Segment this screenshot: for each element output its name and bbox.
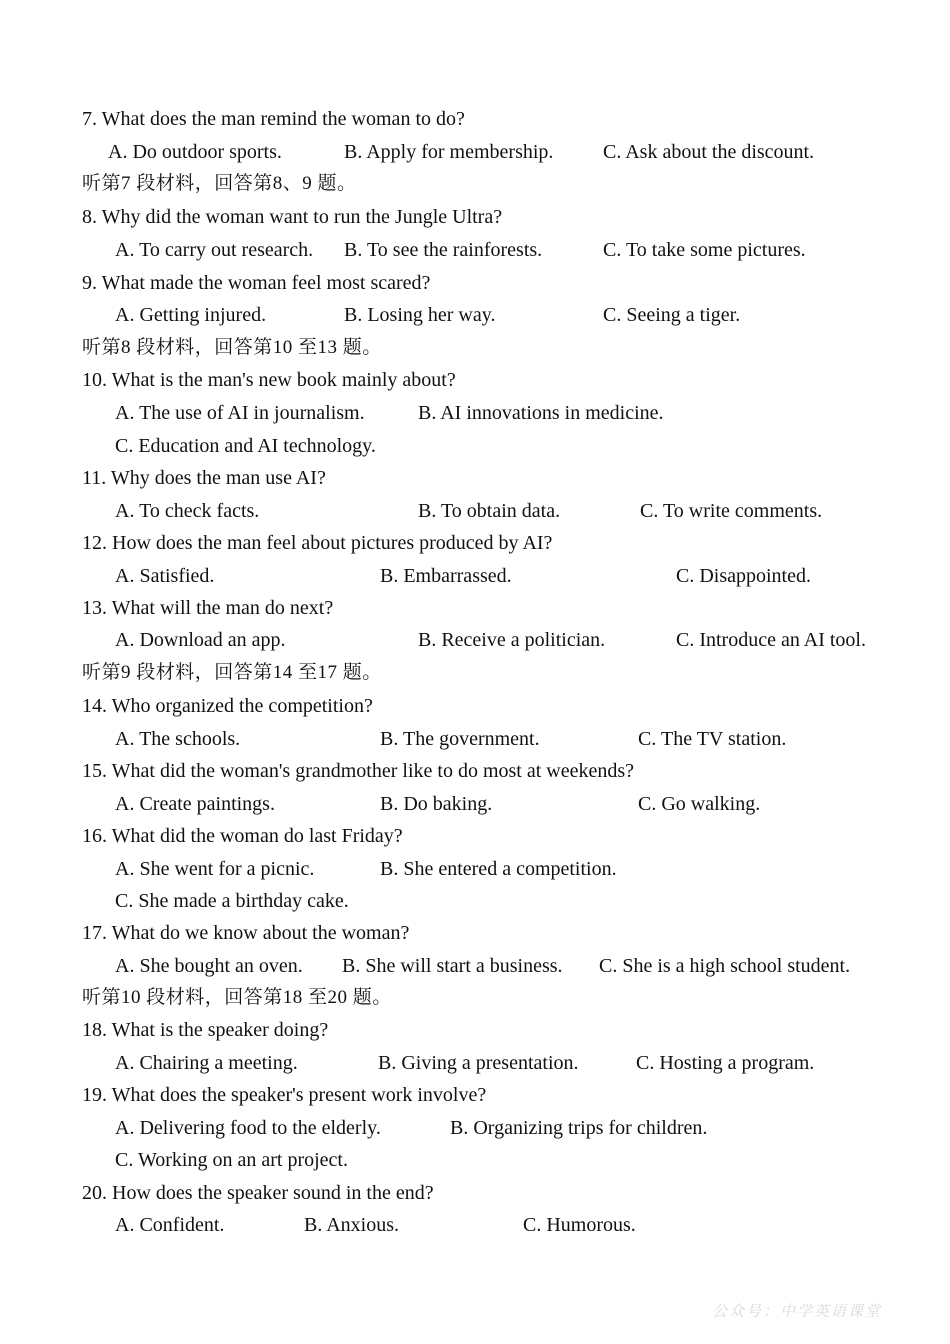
answer-option: B. She will start a business.: [342, 955, 563, 977]
answer-option: C. Education and AI technology.: [115, 435, 376, 457]
answer-option: A. She went for a picnic.: [115, 858, 315, 880]
answer-option: C. To take some pictures.: [603, 239, 806, 261]
answer-option: B. Receive a politician.: [418, 629, 606, 651]
answer-option: A. Confident.: [115, 1214, 225, 1236]
answer-option: B. The government.: [380, 728, 540, 750]
question-stem: 15. What did the woman's grandmother like to do most at weekends?: [82, 760, 635, 782]
question-stem: 10. What is the man's new book mainly about?: [82, 369, 456, 391]
section-instruction: 听第9 段材料，回答第14 至17 题。: [82, 662, 382, 683]
answer-option: B. Embarrassed.: [380, 565, 512, 587]
answer-option: A. Do outdoor sports.: [108, 141, 282, 163]
question-stem: 14. Who organized the competition?: [82, 695, 373, 717]
answer-option: A. Chairing a meeting.: [115, 1052, 298, 1074]
section-instruction: 听第8 段材料，回答第10 至13 题。: [82, 337, 382, 358]
question-stem: 16. What did the woman do last Friday?: [82, 825, 403, 847]
answer-option: A. Satisfied.: [115, 565, 215, 587]
answer-option: A. Getting injured.: [115, 304, 267, 326]
question-stem: 13. What will the man do next?: [82, 597, 334, 619]
answer-option: A. Delivering food to the elderly.: [115, 1117, 381, 1139]
answer-option: B. To see the rainforests.: [344, 239, 543, 261]
answer-option: C. Ask about the discount.: [603, 141, 815, 163]
answer-option: C. Humorous.: [523, 1214, 636, 1236]
answer-option: C. Hosting a program.: [636, 1052, 815, 1074]
answer-option: C. To write comments.: [640, 500, 823, 522]
answer-option: C. The TV station.: [638, 728, 787, 750]
answer-option: B. AI innovations in medicine.: [418, 402, 664, 424]
answer-option: A. To carry out research.: [115, 239, 314, 261]
answer-option: B. To obtain data.: [418, 500, 561, 522]
question-stem: 7. What does the man remind the woman to do?: [82, 108, 465, 130]
answer-option: B. She entered a competition.: [380, 858, 617, 880]
answer-option: A. She bought an oven.: [115, 955, 303, 977]
answer-option: A. Download an app.: [115, 629, 286, 651]
section-instruction: 听第7 段材料，回答第8、9 题。: [82, 173, 357, 194]
answer-option: C. Go walking.: [638, 793, 761, 815]
question-stem: 18. What is the speaker doing?: [82, 1019, 329, 1041]
answer-option: B. Anxious.: [304, 1214, 400, 1236]
answer-option: B. Losing her way.: [344, 304, 496, 326]
section-instruction: 听第10 段材料，回答第18 至20 题。: [82, 987, 392, 1008]
answer-option: B. Giving a presentation.: [378, 1052, 579, 1074]
answer-option: C. Disappointed.: [676, 565, 811, 587]
answer-option: C. She is a high school student.: [599, 955, 851, 977]
answer-option: C. She made a birthday cake.: [115, 890, 349, 912]
question-stem: 11. Why does the man use AI?: [82, 467, 326, 489]
answer-option: C. Working on an art project.: [115, 1149, 348, 1171]
watermark: 公众号：中学英语课堂: [711, 1302, 882, 1320]
question-stem: 19. What does the speaker's present work involve?: [82, 1084, 487, 1106]
answer-option: B. Apply for membership.: [344, 141, 554, 163]
answer-option: B. Do baking.: [380, 793, 493, 815]
question-stem: 17. What do we know about the woman?: [82, 922, 410, 944]
answer-option: C. Introduce an AI tool.: [676, 629, 866, 651]
question-stem: 20. How does the speaker sound in the end?: [82, 1182, 434, 1204]
question-stem: 9. What made the woman feel most scared?: [82, 272, 431, 294]
answer-option: A. To check facts.: [115, 500, 260, 522]
answer-option: A. The use of AI in journalism.: [115, 402, 365, 424]
question-stem: 12. How does the man feel about pictures produced by AI?: [82, 532, 553, 554]
answer-option: B. Organizing trips for children.: [450, 1117, 708, 1139]
question-stem: 8. Why did the woman want to run the Jungle Ultra?: [82, 206, 503, 228]
answer-option: C. Seeing a tiger.: [603, 304, 741, 326]
answer-option: A. Create paintings.: [115, 793, 275, 815]
answer-option: A. The schools.: [115, 728, 241, 750]
